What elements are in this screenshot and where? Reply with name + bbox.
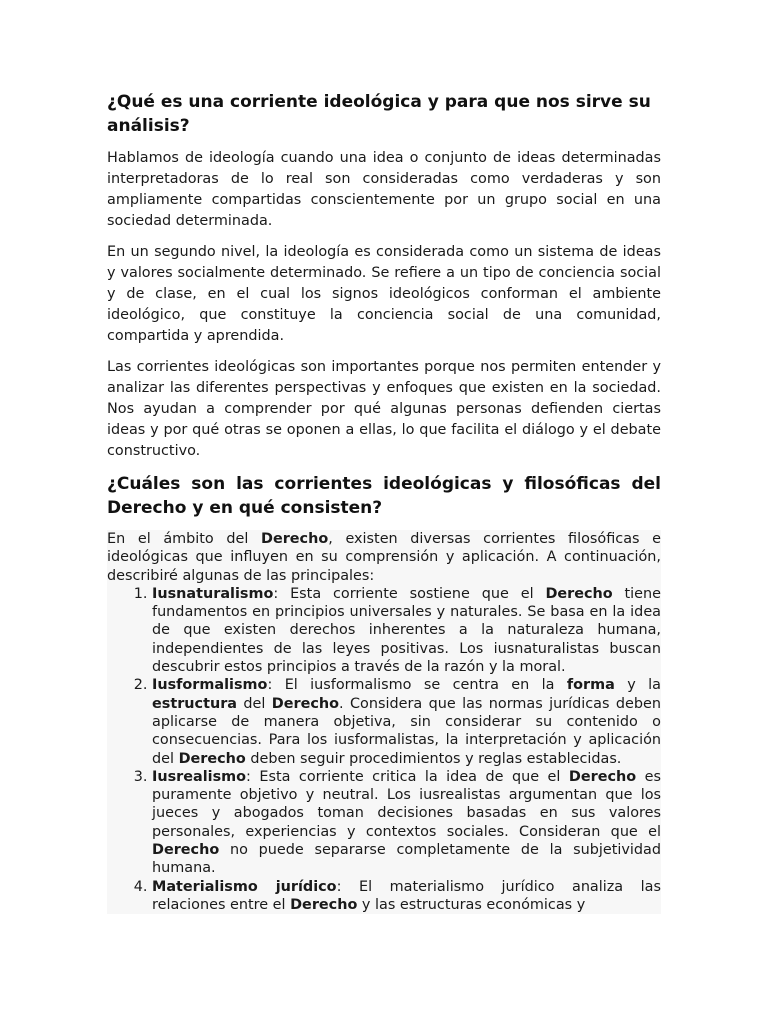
section-heading-corrientes: ¿Cuáles son las corrientes ideológicas y filosóficas del Derecho y en qué consisten?: [107, 474, 661, 518]
intro-paragraph: En el ámbito del Derecho, existen diversas corrientes filosóficas e ideológicas que influyen en su comprensión y aplicación. A continuación, describiré algunas de las principales:: [107, 531, 661, 584]
term-materialismo-juridico: Materialismo jurídico: [152, 878, 337, 895]
term-iusformalismo: Iusformalismo: [152, 677, 268, 694]
term-iusrealismo: Iusrealismo: [152, 768, 247, 785]
document-body: [107, 90, 661, 914]
paragraph-1: Hablamos de ideología cuando una idea o conjunto de ideas determinadas interpretadoras de lo real son consideradas como verdaderas y son ampliamente compartidas conscientemente por un grupo social en una sociedad determinada.: [107, 150, 661, 229]
paragraph-2: En un segundo nivel, la ideología es considerada como un sistema de ideas y valores socialmente determinado. Se refiere a un tipo de conciencia social y de clase, en el cual los signos ideológicos conforman el ambiente ideológico, que constituye la conciencia social de una comunidad, compartida y aprendida.: [107, 244, 661, 344]
section-heading-ideologia: ¿Qué es una corriente ideológica y para que nos sirve su análisis?: [107, 92, 651, 136]
corrientes-list: [107, 585, 661, 914]
paragraph-3: Las corrientes ideológicas son importantes porque nos permiten entender y analizar las diferentes perspectivas y enfoques que existen en la sociedad. Nos ayudan a comprender por qué algunas personas defienden ciertas ideas y por qué otras se oponen a ellas, lo que facilita el diálogo y el debate constructivo.: [107, 359, 661, 459]
list-item-materialismo-juridico: 4. Materialismo jurídico: El materialismo jurídico analiza las relaciones entre el Derecho y las estructuras económicas y: [152, 878, 661, 915]
list-item-iusnaturalismo: 1. Iusnaturalismo: Esta corriente sostiene que el Derecho tiene fundamentos en principios universales y naturales. Se basa en la idea de que existen derechos inherentes a la naturaleza humana, independientes de las leyes positivas. Los iusnaturalistas buscan descubrir estos principios a través de la razón y la moral.: [152, 585, 661, 676]
term-iusnaturalismo: Iusnaturalismo: [152, 585, 274, 602]
list-item-iusrealismo: 3. Iusrealismo: Esta corriente critica la idea de que el Derecho es puramente objetivo y neutral. Los iusrealistas argumentan que los jueces y abogados toman decisiones basadas en sus valores personales, experiencias y contextos sociales. Consideran que el Derecho no puede separarse completamente de la subjetividad humana.: [152, 768, 661, 878]
corrientes-block: [107, 530, 661, 914]
list-item-iusformalismo: 2. Iusformalismo: El iusformalismo se centra en la forma y la estructura del Derecho. Considera que las normas jurídicas deben aplicarse de manera objetiva, sin considerar su contenido o consecuencias. Para los iusformalistas, la interpretación y aplicación del Derecho deben seguir procedimientos y reglas establecidas.: [152, 676, 661, 767]
